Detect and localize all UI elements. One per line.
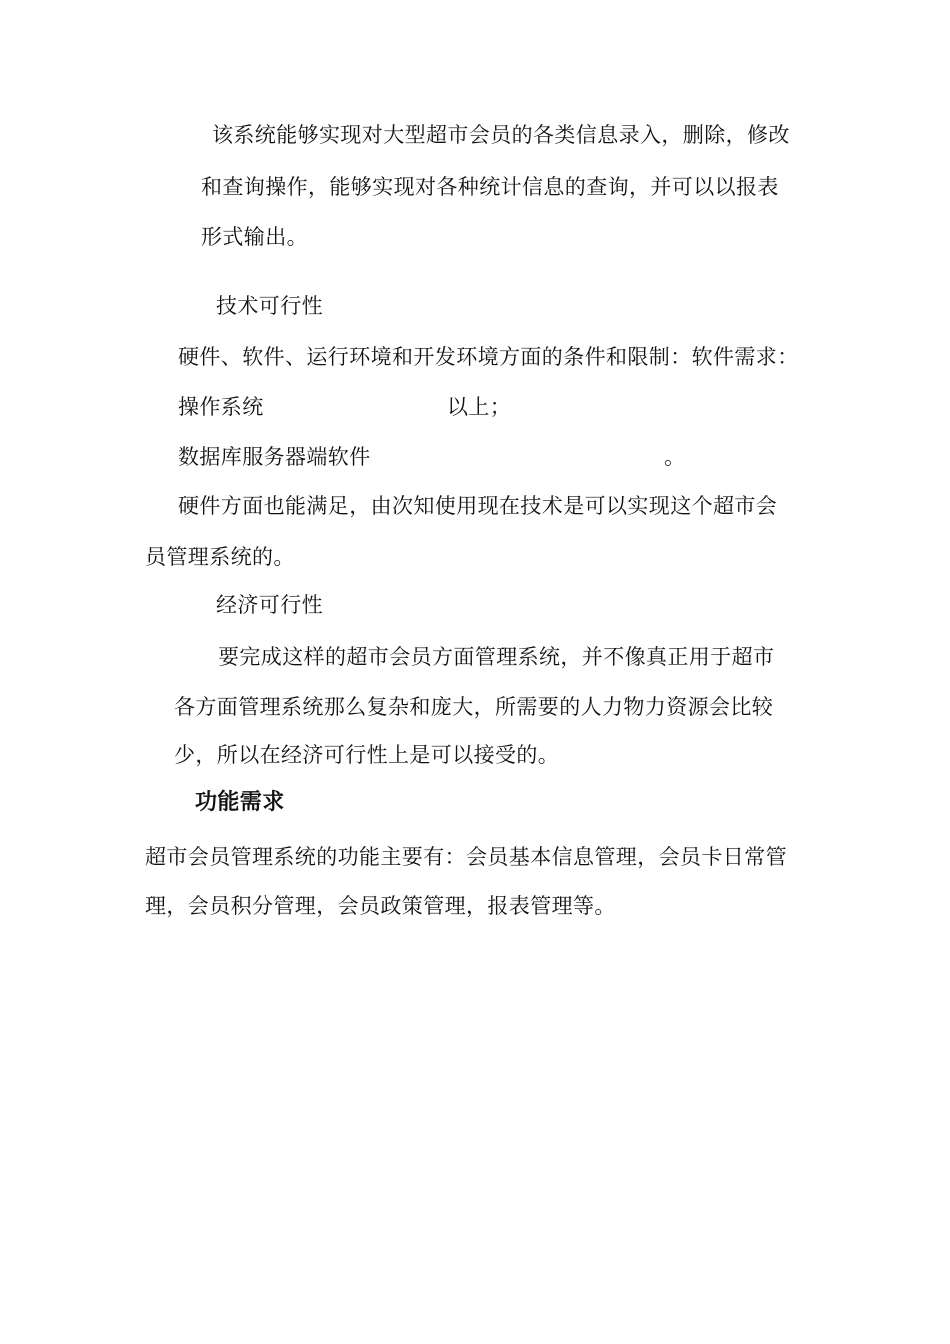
tech-db-label: 数据库服务器端软件 (178, 445, 371, 469)
tech-line-1: 硬件、软件、运行环境和开发环境方面的条件和限制：软件需求： (178, 345, 799, 369)
intro-line-2: 和查询操作，能够实现对各种统计信息的查询，并可以以报表 (201, 175, 779, 199)
tech-line-5: 员管理系统的。 (145, 545, 295, 569)
intro-line-3: 形式输出。 (201, 225, 308, 249)
tech-line-4: 硬件方面也能满足，由次知使用现在技术是可以实现这个超市会 (178, 494, 778, 518)
econ-line-3: 少，所以在经济可行性上是可以接受的。 (174, 743, 560, 767)
tech-os-suffix: 以上； (447, 395, 512, 419)
intro-line-1: 该系统能够实现对大型超市会员的各类信息录入，删除，修改 (212, 123, 790, 147)
econ-line-1: 要完成这样的超市会员方面管理系统，并不像真正用于超市 (218, 645, 775, 669)
tech-db-suffix: 。 (664, 445, 686, 469)
econ-heading: 经济可行性 (216, 593, 323, 617)
func-heading: 功能需求 (195, 790, 285, 815)
econ-line-2: 各方面管理系统那么复杂和庞大，所需要的人力物力资源会比较 (174, 695, 774, 719)
func-line-1: 超市会员管理系统的功能主要有：会员基本信息管理，会员卡日常管 (145, 845, 787, 869)
func-line-2: 理，会员积分管理，会员政策管理，报表管理等。 (145, 894, 616, 918)
tech-os-label: 操作系统 (178, 395, 264, 419)
tech-heading: 技术可行性 (216, 294, 323, 318)
